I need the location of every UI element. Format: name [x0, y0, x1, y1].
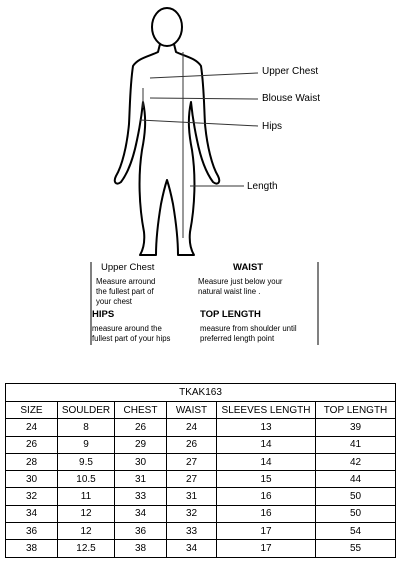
table-cell: 34 [167, 540, 217, 557]
callout-upper-chest: Upper Chest [262, 66, 319, 77]
table-cell: 26 [115, 419, 167, 436]
table-cell: 50 [316, 505, 396, 522]
table-cell: 9.5 [58, 453, 115, 470]
table-cell: 30 [6, 471, 58, 488]
table-cell: 8 [58, 419, 115, 436]
table-cell: 34 [115, 505, 167, 522]
table-cell: 32 [6, 488, 58, 505]
table-cell: 32 [167, 505, 217, 522]
table-cell: 39 [316, 419, 396, 436]
table-cell: 11 [58, 488, 115, 505]
table-row [6, 453, 396, 470]
table-row [6, 523, 396, 540]
guide-heading: TOP LENGTH [200, 309, 261, 320]
table-cell: 12.5 [58, 540, 115, 557]
table-header-row [6, 402, 396, 419]
column-header: CHEST [115, 402, 167, 419]
table-cell: 24 [6, 419, 58, 436]
table-cell: 33 [167, 523, 217, 540]
table-cell: 10.5 [58, 471, 115, 488]
column-header: TOP LENGTH [316, 402, 396, 419]
table-cell: 34 [6, 505, 58, 522]
guide-heading: WAIST [233, 262, 264, 273]
table-cell: 14 [217, 436, 316, 453]
table-cell: 27 [167, 453, 217, 470]
guide-upper-chest [96, 262, 155, 307]
table-cell: 28 [6, 453, 58, 470]
table-cell: 31 [167, 488, 217, 505]
table-cell: 54 [316, 523, 396, 540]
table-cell: 38 [6, 540, 58, 557]
guide-text: measure around the fullest part of your hips [92, 324, 171, 343]
table-cell: 12 [58, 505, 115, 522]
table-cell: 44 [316, 471, 396, 488]
table-cell: 36 [115, 523, 167, 540]
table-cell: 17 [217, 523, 316, 540]
guide-heading: Upper Chest [101, 262, 155, 273]
table-title: TKAK163 [6, 384, 396, 402]
table-cell: 15 [217, 471, 316, 488]
table-cell: 17 [217, 540, 316, 557]
table-cell: 41 [316, 436, 396, 453]
table-row [6, 540, 396, 557]
guide-heading: HIPS [92, 309, 115, 320]
table-cell: 42 [316, 453, 396, 470]
guide-text: Measure arround the fullest part of your chest [96, 277, 156, 306]
table-cell: 14 [217, 453, 316, 470]
callout-length: Length [247, 181, 278, 192]
table-cell: 9 [58, 436, 115, 453]
table-cell: 31 [115, 471, 167, 488]
table-cell: 29 [115, 436, 167, 453]
table-cell: 12 [58, 523, 115, 540]
table-cell: 36 [6, 523, 58, 540]
table-cell: 16 [217, 488, 316, 505]
table-cell: 38 [115, 540, 167, 557]
table-cell: 27 [167, 471, 217, 488]
column-header: WAIST [167, 402, 217, 419]
table-body [6, 419, 396, 557]
table-cell: 50 [316, 488, 396, 505]
column-header: SOULDER [58, 402, 115, 419]
column-header: SLEEVES LENGTH [217, 402, 316, 419]
table-row [6, 488, 396, 505]
guide-waist [198, 262, 283, 297]
table-row [6, 436, 396, 453]
guide-top-length [200, 309, 297, 344]
table-cell: 26 [6, 436, 58, 453]
guide-text: measure from shoulder until preferred length point [200, 324, 297, 343]
guide-text: Measure just below your natural waist line . [198, 277, 283, 296]
callout-hips: Hips [262, 121, 283, 132]
table-cell: 13 [217, 419, 316, 436]
guide-hips [92, 309, 170, 344]
table-cell: 30 [115, 453, 167, 470]
table-cell: 55 [316, 540, 396, 557]
table-row [6, 505, 396, 522]
table-cell: 33 [115, 488, 167, 505]
callout-blouse-waist: Blouse Waist [262, 93, 320, 104]
table-row [6, 419, 396, 436]
table-cell: 26 [167, 436, 217, 453]
table-cell: 16 [217, 505, 316, 522]
table-row [6, 471, 396, 488]
table-cell: 24 [167, 419, 217, 436]
column-header: SIZE [6, 402, 58, 419]
size-chart-table [5, 383, 396, 558]
